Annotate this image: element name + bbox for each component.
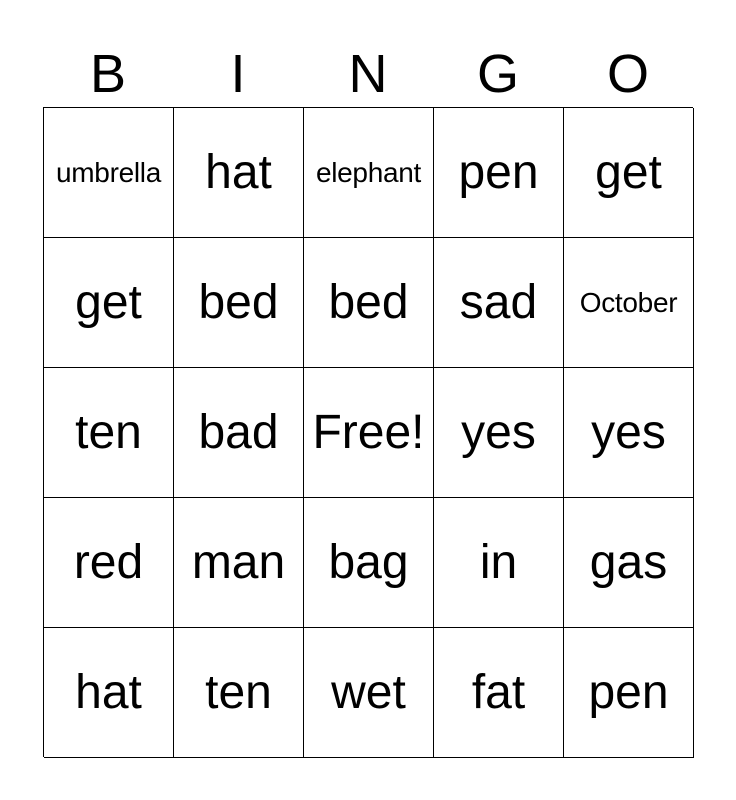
bingo-cell[interactable]: bad	[174, 368, 304, 498]
bingo-cell[interactable]: bag	[304, 498, 434, 628]
bingo-cell[interactable]: yes	[434, 368, 564, 498]
bingo-cell[interactable]: sad	[434, 238, 564, 368]
bingo-cell[interactable]: yes	[564, 368, 694, 498]
header-letter-g: G	[476, 44, 519, 104]
bingo-cell[interactable]: pen	[434, 108, 564, 238]
bingo-cell[interactable]: bed	[304, 238, 434, 368]
bingo-cell[interactable]: hat	[44, 628, 174, 758]
bingo-cell[interactable]: gas	[564, 498, 694, 628]
header-letter-n: N	[348, 44, 388, 104]
bingo-cell[interactable]: man	[174, 498, 304, 628]
bingo-cell[interactable]: hat	[174, 108, 304, 238]
bingo-cell[interactable]: in	[434, 498, 564, 628]
free-space-cell[interactable]: Free!	[304, 368, 434, 498]
bingo-cell[interactable]: bed	[174, 238, 304, 368]
header-letter-o: O	[606, 44, 649, 104]
bingo-cell[interactable]: wet	[304, 628, 434, 758]
bingo-cell[interactable]: elephant	[304, 108, 434, 238]
header-letter-i: I	[230, 44, 246, 104]
header-letter-b: B	[89, 44, 127, 104]
bingo-cell[interactable]: fat	[434, 628, 564, 758]
bingo-grid	[43, 107, 693, 757]
bingo-cell[interactable]: get	[44, 238, 174, 368]
bingo-cell[interactable]: ten	[44, 368, 174, 498]
bingo-cell[interactable]: umbrella	[44, 108, 174, 238]
bingo-cell[interactable]: get	[564, 108, 694, 238]
bingo-cell[interactable]: red	[44, 498, 174, 628]
bingo-cell[interactable]: pen	[564, 628, 694, 758]
bingo-header	[43, 40, 693, 108]
bingo-cell[interactable]: ten	[174, 628, 304, 758]
bingo-cell[interactable]: October	[564, 238, 694, 368]
